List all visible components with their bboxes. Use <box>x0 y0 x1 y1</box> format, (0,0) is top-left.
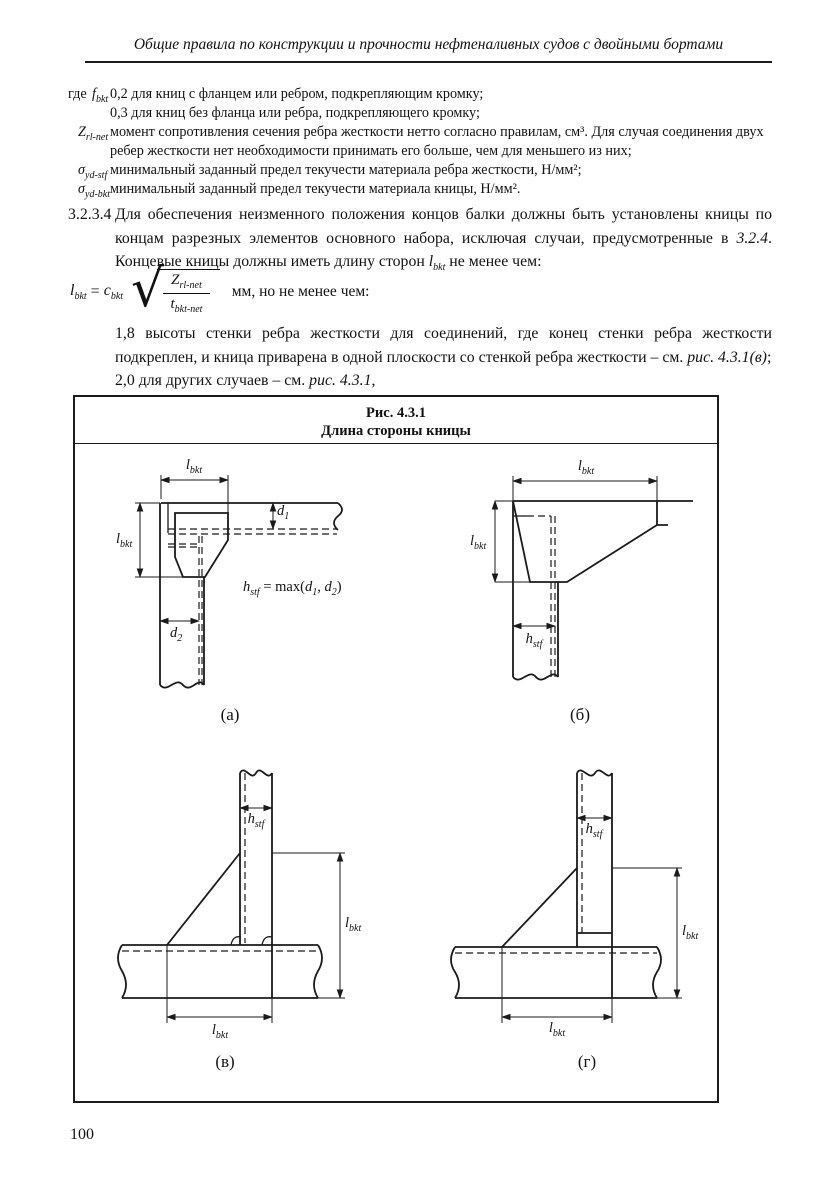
fraction-denominator: $t_{bkt-net}$ <box>170 296 203 315</box>
figure-caption-divider <box>75 443 717 444</box>
dim-label-lbkt-left: $l_{bkt}$ <box>470 533 487 552</box>
symbol-sigma-yd-stf: $\sigma_{yd-stf}$ <box>78 162 108 181</box>
condition-item: 1,8 высоты стенки ребра жесткости для соединений, где конец стенки ребра жесткости подкреплен, и кница приварена в одной плоскости со стенкой ребра жесткости – см. рис. 4.3.1(в); <box>115 325 772 366</box>
panel-label-a: (а) <box>220 705 240 724</box>
figure-reference: рис. 4.3.1 <box>309 372 372 389</box>
figure-reference: рис. 4.3.1(в) <box>687 348 767 366</box>
cross-reference: 3.2.4 <box>736 229 769 247</box>
dim-label-lbkt-bottom: $l_{bkt}$ <box>211 1022 229 1041</box>
structure-lines <box>118 770 322 998</box>
dimension-lines <box>495 476 657 626</box>
definition-text: 0,3 для книц без фланца или ребра, подкрепляющего кромку; <box>110 105 480 121</box>
formula-lhs: $l_{bkt}$ <box>70 281 87 303</box>
formula-lbkt <box>70 259 370 319</box>
definition-text: минимальный заданный предел текучести материала ребра жесткости, Н/мм²; <box>110 162 582 178</box>
radical-sign: √ <box>131 259 165 319</box>
figure-panel-g <box>430 755 720 1095</box>
fraction-numerator: $Z_{rl-net}$ <box>163 272 210 294</box>
definition-row <box>68 123 772 161</box>
panel-label-g: (г) <box>577 1052 597 1071</box>
panel-label-b: (б) <box>570 705 590 724</box>
figure-caption <box>75 404 717 440</box>
structure-lines <box>451 770 661 998</box>
panel-label-v: (в) <box>215 1052 235 1071</box>
dim-label-lbkt-left: $l_{bkt}$ <box>116 531 133 550</box>
dim-label-d2: $d_2$ <box>170 625 183 644</box>
dim-label-lbkt-right: $l_{bkt}$ <box>682 923 699 942</box>
header-rule <box>85 61 772 63</box>
where-label: где <box>68 86 87 102</box>
formula-coef: $c_{bkt}$ <box>103 281 124 303</box>
definition-text: 0,2 для книц с фланцем или ребром, подкрепляющим кромку; <box>110 86 484 102</box>
annotation-hstf-max: $h_{stf} = \max(d_1$, $d_2$) <box>243 579 342 598</box>
definition-row <box>68 161 772 180</box>
dim-label-hstf: $h_{stf}$ <box>525 631 543 650</box>
conditions-list <box>115 322 772 393</box>
fraction <box>163 272 210 315</box>
formula-tail-text: мм, но не менее чем: <box>231 283 370 300</box>
definition-row <box>68 85 772 104</box>
symbol-f-bkt: $f_{bkt}$ <box>92 86 109 105</box>
dimension-lines <box>167 808 345 1023</box>
dim-label-d1: $d_1$ <box>277 503 290 522</box>
symbol-z-rl-net: $Z_{rl-net}$ <box>78 124 109 143</box>
section-body: Для обеспечения неизменного положения концов балки должны быть установлены кницы по концам разрезных элементов основного набора, исключая случаи, предусмотренные в 3.2.4. Концевые кницы должны иметь длину сторон $l_{bkt}$ не менее чем: <box>115 206 772 274</box>
figure-4-3-1 <box>73 395 719 1103</box>
figure-panel-v <box>100 755 430 1095</box>
structure-lines <box>513 501 693 680</box>
dim-label-lbkt-top: $l_{bkt}$ <box>185 457 203 476</box>
definition-text: момент сопротивления сечения ребра жесткости нетто согласно правилам, см³. Для случая соединения двух ребер жесткости нет необходимости принимать его больше, чем для меньшего из них; <box>110 124 764 159</box>
bracket-diagram-v <box>100 755 430 1095</box>
figure-panel-b <box>430 455 720 750</box>
page-number: 100 <box>70 1126 94 1143</box>
figure-caption-number: Рис. 4.3.1 <box>366 405 426 421</box>
figure-caption-title: Длина стороны кницы <box>321 423 471 439</box>
dim-label-lbkt-right: $l_{bkt}$ <box>345 915 362 934</box>
dim-label-lbkt-top: $l_{bkt}$ <box>577 458 595 477</box>
bracket-diagram-g <box>430 755 720 1095</box>
hidden-lines <box>122 773 318 951</box>
hidden-lines <box>168 529 337 685</box>
equals-sign: = <box>90 283 100 300</box>
definition-row <box>68 180 772 199</box>
definition-text: минимальный заданный предел текучести материала кницы, Н/мм². <box>110 181 521 197</box>
bracket-diagram-a <box>110 455 430 750</box>
section-number: 3.2.3.4 <box>68 206 112 223</box>
dim-label-hstf: $h_{stf}$ <box>247 811 265 830</box>
hidden-lines <box>527 516 555 677</box>
definition-row <box>68 104 772 123</box>
page-header-title: Общие правила по конструкции и прочности нефтеналивных судов с двойными бортами <box>133 36 724 53</box>
condition-item: 2,0 для других случаев – см. рис. 4.3.1, <box>115 372 376 389</box>
hidden-lines <box>455 773 657 953</box>
dim-label-lbkt-bottom: $l_{bkt}$ <box>548 1020 566 1039</box>
dim-label-hstf: $h_{stf}$ <box>585 821 603 840</box>
definitions-block <box>68 85 772 199</box>
radicand <box>157 269 220 315</box>
symbol-sigma-yd-bkt: $\sigma_{yd-bkt}$ <box>78 181 110 200</box>
figure-panel-a <box>110 455 430 750</box>
